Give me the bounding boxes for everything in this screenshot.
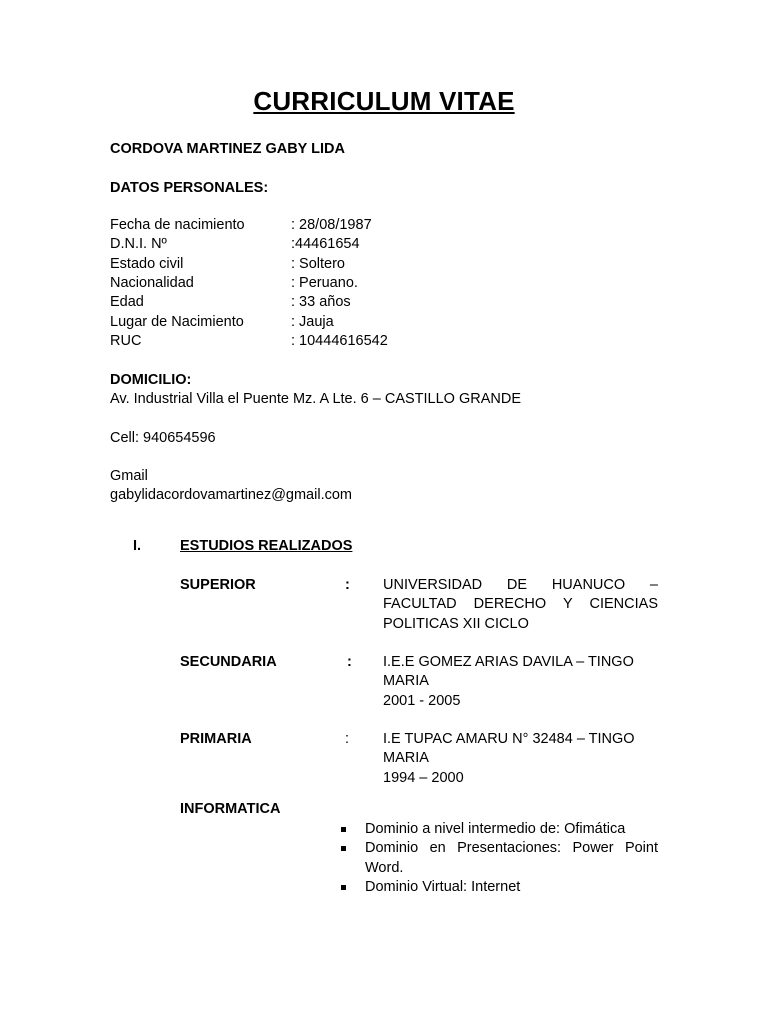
address-text: Av. Industrial Villa el Puente Mz. A Lte. 6 – CASTILLO GRANDE [110,391,522,407]
informatica-item-2-line-2: Word. [365,859,404,876]
primaria-line-3: 1994 – 2000 [383,769,464,786]
personal-value-nationality: : Peruano. [291,275,358,291]
bullet-square-icon [341,846,346,851]
address-heading: DOMICILIO: [110,372,192,388]
primaria-line-2: MARIA [383,750,429,767]
list-item [341,839,658,878]
document-title: CURRICULUM VITAE [253,86,515,116]
personal-label-birthplace: Lugar de Nacimiento [110,314,244,330]
studies-heading: ESTUDIOS REALIZADOS [180,538,353,554]
personal-value-civil-status: : Soltero [291,256,345,272]
primaria-line-1: I.E TUPAC AMARU N° 32484 – TINGO [383,731,635,747]
bullet-square-icon [341,827,346,832]
secundaria-colon: : [347,654,352,670]
superior-line-1: UNIVERSIDAD DE HUANUCO – [383,577,658,593]
list-item [341,820,658,839]
gmail-label: Gmail [110,468,148,484]
personal-value-birthplace: : Jauja [291,314,334,330]
personal-data-heading: DATOS PERSONALES: [110,180,269,196]
cell-phone: Cell: 940654596 [110,430,216,446]
superior-colon: : [345,577,350,593]
informatica-item-3: Dominio Virtual: Internet [365,878,521,895]
list-item [341,878,658,897]
secundaria-line-1: I.E.E GOMEZ ARIAS DAVILA – TINGO [383,654,634,670]
email-address: gabylidacordovamartinez@gmail.com [110,487,352,503]
bullet-square-icon [341,885,346,890]
superior-label: SUPERIOR [180,577,256,593]
superior-line-2: FACULTAD DERECHO Y CIENCIAS [383,596,658,613]
personal-value-dni: :44461654 [291,236,360,252]
superior-details [383,576,658,634]
informatica-list [341,820,658,897]
personal-label-dni: D.N.I. Nº [110,236,167,252]
informatica-label: INFORMATICA [180,801,281,817]
secundaria-details [383,653,658,711]
secundaria-line-3: 2001 - 2005 [383,692,461,709]
personal-label-ruc: RUC [110,333,142,349]
personal-value-ruc: : 10444616542 [291,333,388,349]
superior-line-3: POLITICAS XII CICLO [383,615,529,632]
personal-label-birthdate: Fecha de nacimiento [110,217,245,233]
full-name: CORDOVA MARTINEZ GABY LIDA [110,141,345,157]
primaria-details [383,730,658,788]
personal-label-nationality: Nacionalidad [110,275,194,291]
primaria-label: PRIMARIA [180,731,252,747]
personal-label-age: Edad [110,294,144,310]
primaria-colon: : [345,731,350,747]
personal-value-age: : 33 años [291,294,351,310]
informatica-item-1: Dominio a nivel intermedio de: Ofimática [365,821,626,837]
secundaria-line-2: MARIA [383,673,429,690]
informatica-item-2-line-1: Dominio en Presentaciones: Power Point [365,840,658,857]
personal-value-birthdate: : 28/08/1987 [291,217,372,233]
personal-label-civil-status: Estado civil [110,256,184,272]
section-number: I. [133,538,142,554]
secundaria-label: SECUNDARIA [180,654,277,670]
